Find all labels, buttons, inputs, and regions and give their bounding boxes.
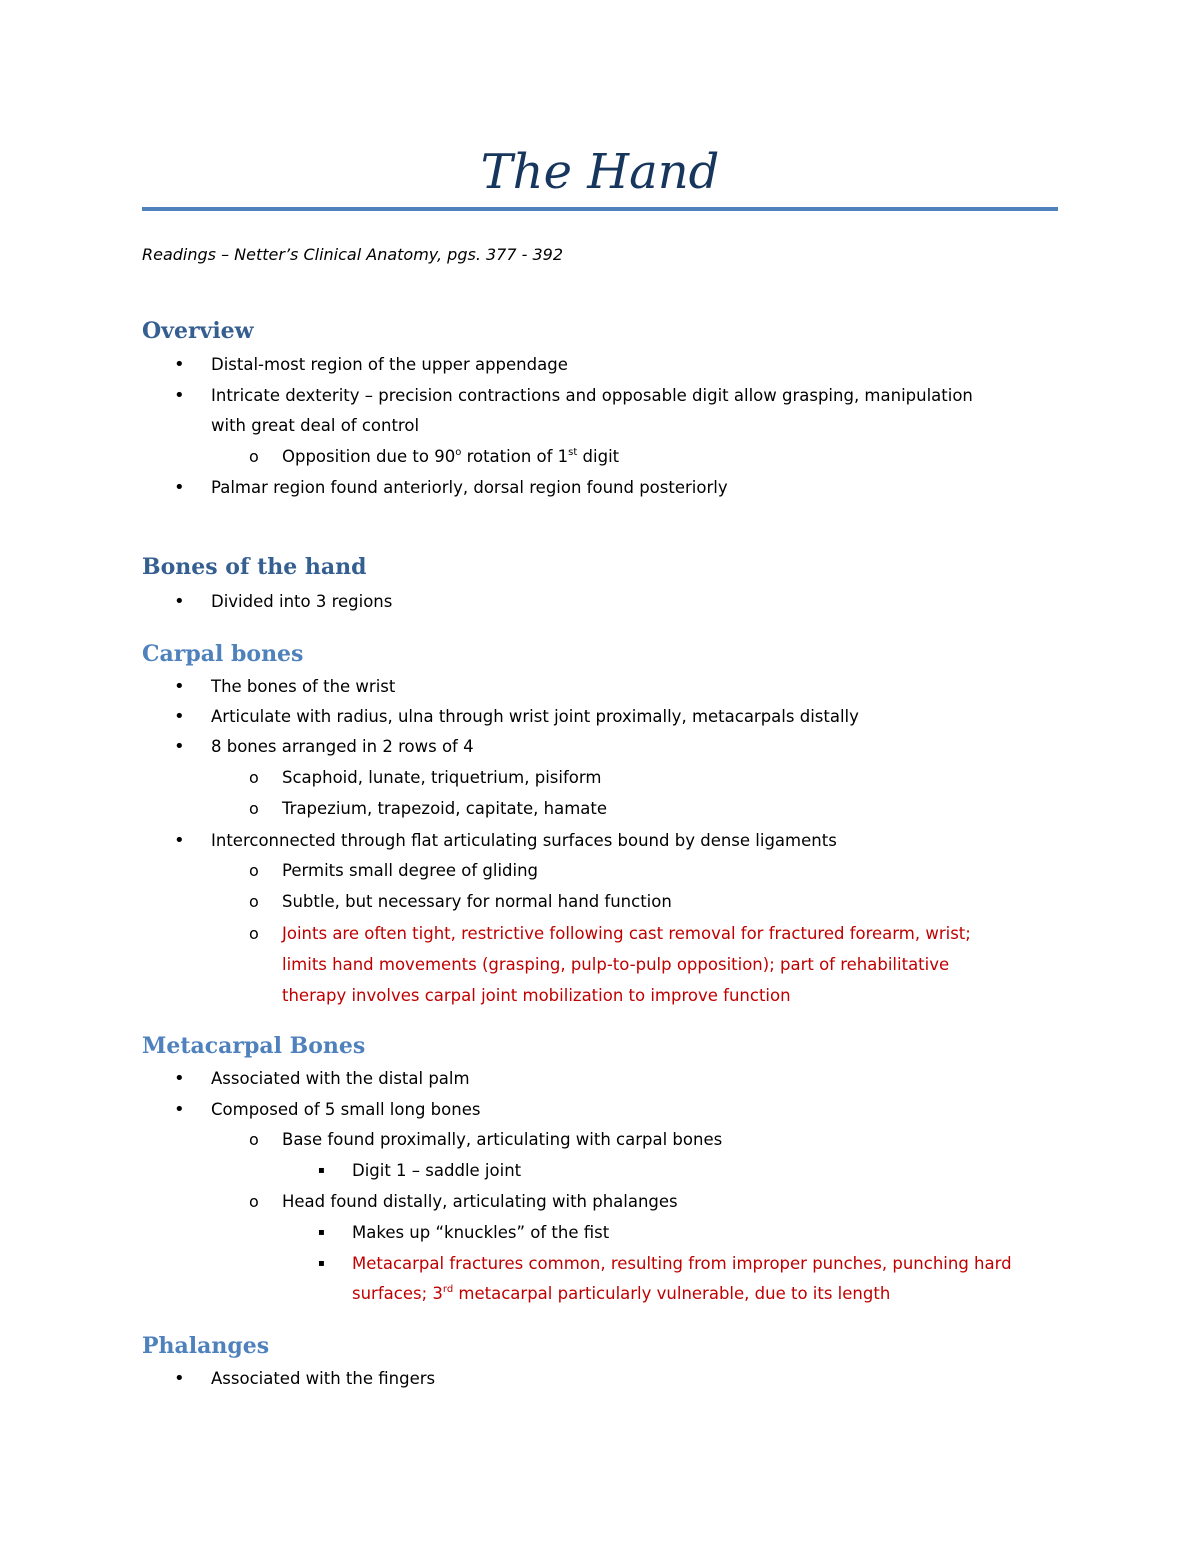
bullet-square: ▪	[318, 1227, 325, 1238]
list-item-opposition: Opposition due to 90$^o$ rotation of 1st digit	[282, 447, 620, 466]
clinical-note: Metacarpal fractures common, resulting from improper punches, punching hard	[352, 1254, 1012, 1273]
list-item: Subtle, but necessary for normal hand function	[282, 892, 672, 911]
bullet-circle: o	[249, 799, 259, 818]
list-item: 8 bones arranged in 2 rows of 4	[211, 737, 474, 756]
bullet-square: ▪	[318, 1258, 325, 1269]
list-item: Articulate with radius, ulna through wrist joint proximally, metacarpals distally	[211, 707, 859, 726]
list-item: Scaphoid, lunate, triquetrium, pisiform	[282, 768, 602, 787]
bullet-dot: •	[174, 354, 185, 375]
list-item: Intricate dexterity – precision contractions and opposable digit allow grasping, manipulation	[211, 386, 973, 405]
list-item: Permits small degree of gliding	[282, 861, 539, 880]
heading-carpal-bones: Carpal bones	[142, 641, 304, 667]
bullet-circle: o	[249, 892, 259, 911]
list-item: Interconnected through flat articulating surfaces bound by dense ligaments	[211, 831, 837, 850]
list-item: Palmar region found anteriorly, dorsal region found posteriorly	[211, 478, 728, 497]
page-title: The Hand	[480, 144, 720, 200]
bullet-circle: o	[249, 768, 259, 787]
bullet-dot: •	[174, 1368, 185, 1389]
bullet-dot: •	[174, 591, 185, 612]
clinical-note-continuation: limits hand movements (grasping, pulp-to-pulp opposition); part of rehabilitative	[282, 955, 950, 974]
clinical-note-continuation: surfaces; 3rd metacarpal particularly vulnerable, due to its length	[352, 1284, 891, 1303]
list-item: Associated with the fingers	[211, 1369, 436, 1388]
bullet-circle: o	[249, 1192, 259, 1211]
bullet-circle: o	[249, 1130, 259, 1149]
heading-metacarpal-bones: Metacarpal Bones	[142, 1033, 366, 1059]
list-item: Associated with the distal palm	[211, 1069, 470, 1088]
heading-overview: Overview	[142, 318, 254, 344]
heading-bones-of-hand: Bones of the hand	[142, 554, 367, 580]
list-item: Makes up “knuckles” of the fist	[352, 1223, 610, 1242]
list-item: Trapezium, trapezoid, capitate, hamate	[282, 799, 608, 818]
list-item: Head found distally, articulating with phalanges	[282, 1192, 678, 1211]
bullet-dot: •	[174, 830, 185, 851]
clinical-note-continuation: therapy involves carpal joint mobilization to improve function	[282, 986, 791, 1005]
bullet-dot: •	[174, 1099, 185, 1120]
title-underline	[142, 207, 1058, 211]
bullet-dot: •	[174, 1068, 185, 1089]
bullet-dot: •	[174, 477, 185, 498]
list-item-continuation: with great deal of control	[211, 416, 420, 435]
list-item: The bones of the wrist	[211, 677, 396, 696]
list-item: Distal-most region of the upper appendage	[211, 355, 568, 374]
heading-phalanges: Phalanges	[142, 1333, 270, 1359]
list-item: Composed of 5 small long bones	[211, 1100, 481, 1119]
bullet-square: ▪	[318, 1165, 325, 1176]
bullet-dot: •	[174, 676, 185, 697]
readings-line: Readings – Netter’s Clinical Anatomy, pgs. 377 - 392	[142, 245, 564, 264]
bullet-dot: •	[174, 385, 185, 406]
bullet-circle: o	[249, 447, 259, 466]
list-item: Divided into 3 regions	[211, 592, 393, 611]
bullet-circle: o	[249, 861, 259, 880]
bullet-circle: o	[249, 924, 259, 943]
clinical-note: Joints are often tight, restrictive following cast removal for fractured forearm, wrist;	[282, 924, 971, 943]
bullet-dot: •	[174, 736, 185, 757]
list-item: Base found proximally, articulating with carpal bones	[282, 1130, 723, 1149]
bullet-dot: •	[174, 706, 185, 727]
list-item: Digit 1 – saddle joint	[352, 1161, 522, 1180]
